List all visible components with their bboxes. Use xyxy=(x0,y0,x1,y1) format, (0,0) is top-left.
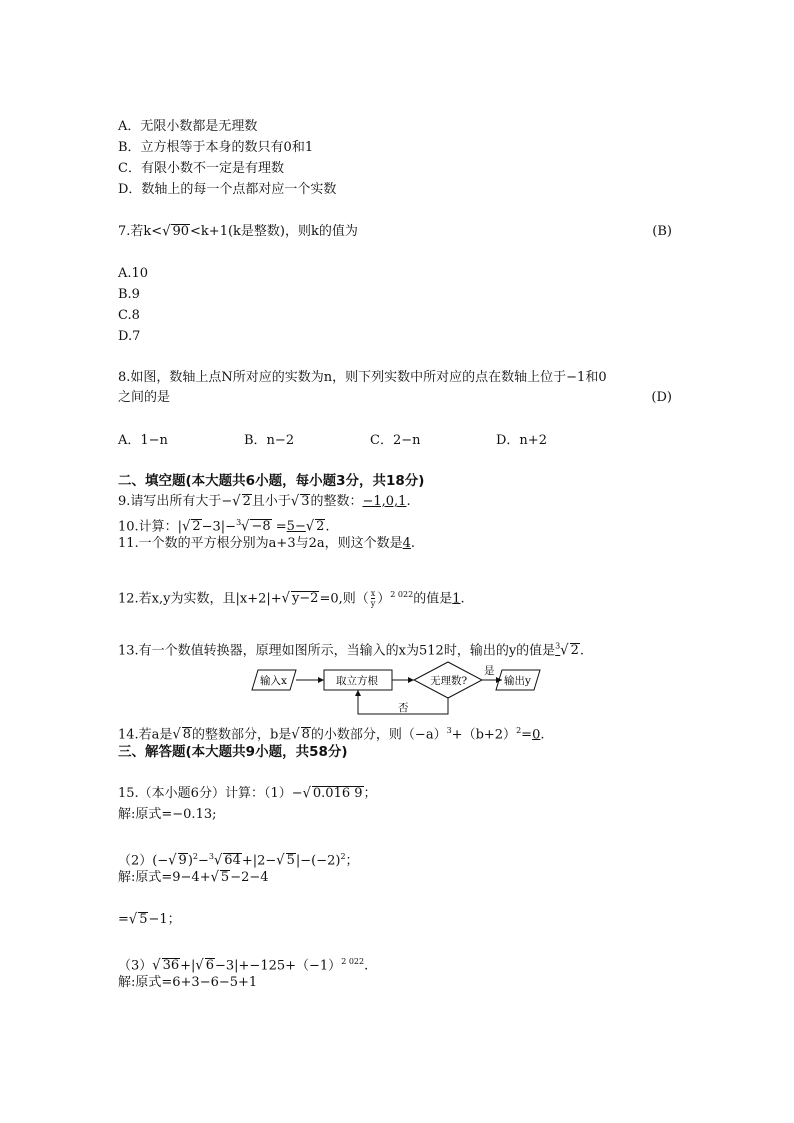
q8-option-a: A．1−n xyxy=(118,433,168,448)
q12-question: 12.若x,y为实数，且|x+2|+√ y−2=0,则（ $\frac{x}{y}$ ）$^{2 022}$的值是1. xyxy=(118,589,465,609)
q15-question-part3: （3）√ 36+|√ $6-3|+-125+(-1)^{2 022}$. xyxy=(118,957,369,975)
q6-option-c: C．有限小数不一定是有理数 xyxy=(118,161,284,176)
q7-answer: (B) xyxy=(652,224,672,239)
q9-question: 9.请写出所有大于−√ 2且小于√ 3的整数：−1,0,1. xyxy=(118,493,411,510)
flow-output-label: 输出y xyxy=(504,675,531,687)
q15-solution-3: 解:原式=6+3−6−5+1 xyxy=(118,975,258,990)
q11-answer: 4 xyxy=(402,536,411,551)
section3-heading: 三、解答题(本大题共9小题，共58分) xyxy=(118,744,348,760)
q7-option-a: A.10 xyxy=(118,266,149,281)
flow-input-label: 输入x xyxy=(260,675,287,687)
q8-question-line1: 8.如图，数轴上点N所对应的实数为n，则下列实数中所对应的点在数轴上位于−1和0 xyxy=(118,370,607,385)
flow-yes-label: 是 xyxy=(484,665,495,677)
q15-solution-2b: =√ 5−1； xyxy=(118,911,181,928)
q7-question: 7.若k<√ 90<k+1(k是整数)，则k的值为 xyxy=(118,223,358,240)
q13-question: 13.有一个数值转换器，原理如图所示，当输入的x为512时，输出的y的值是$^3$√ 2. xyxy=(118,642,584,660)
q8-option-c: C．2−n xyxy=(370,433,421,448)
q8-option-d: D．n+2 xyxy=(496,433,547,448)
q7-option-b: B.9 xyxy=(118,287,140,302)
flowchart xyxy=(248,658,648,718)
q6-option-b: B．立方根等于本身的数只有0和1 xyxy=(118,140,314,155)
q10-question: 10.计算：|√ 2−3|−$^3$√ −8 =5−√ 2. xyxy=(118,518,330,536)
q12-answer: 1 xyxy=(452,591,461,607)
q15-solution-1: 解:原式=−0.13; xyxy=(118,807,217,822)
q15-question-part2: （2）(−√ 9)$^2$−$^3$√ 64+|2−√ $5|-(-2)^2$； xyxy=(118,852,359,870)
q6-option-d: D．数轴上的每一个点都对应一个实数 xyxy=(118,182,337,197)
q14-question: 14.若a是√ 8的整数部分，b是√ 8的小数部分，则$(-a)^3+(b+2)^2=0$. xyxy=(118,726,545,744)
q14-answer: 0 xyxy=(532,727,541,743)
q15-solution-2: 解:原式=9−4+√ 5−2−4 xyxy=(118,869,269,886)
q8-options xyxy=(118,432,622,450)
q8-option-b: B．n−2 xyxy=(244,433,295,448)
q8-answer: (D) xyxy=(651,390,672,405)
flow-step-label: 取立方根 xyxy=(336,675,378,687)
section2-heading: 二、填空题(本大题共6小题，每小题3分，共18分) xyxy=(118,473,425,489)
q6-option-a: A．无限小数都是无理数 xyxy=(118,119,258,134)
q10-answer: 5−√ 2 xyxy=(286,518,325,536)
q7-option-d: D.7 xyxy=(118,329,141,344)
q11-question: 11.一个数的平方根分别为a+3与2a，则这个数是4. xyxy=(118,536,416,551)
q7-option-c: C.8 xyxy=(118,308,140,323)
flow-decision-label: 无理数? xyxy=(430,675,468,687)
q15-question-part1: 15.（本小题6分）计算：（1）−√ 0.016 9； xyxy=(118,785,377,802)
q13-answer: $^3$√ 2 xyxy=(555,642,579,660)
q9-answer: −1,0,1 xyxy=(362,494,407,509)
q8-question-line2: 之间的是 xyxy=(118,390,171,405)
flow-no-label: 否 xyxy=(398,702,409,714)
q12-fraction: $\frac{x}{y}$ xyxy=(370,589,376,609)
